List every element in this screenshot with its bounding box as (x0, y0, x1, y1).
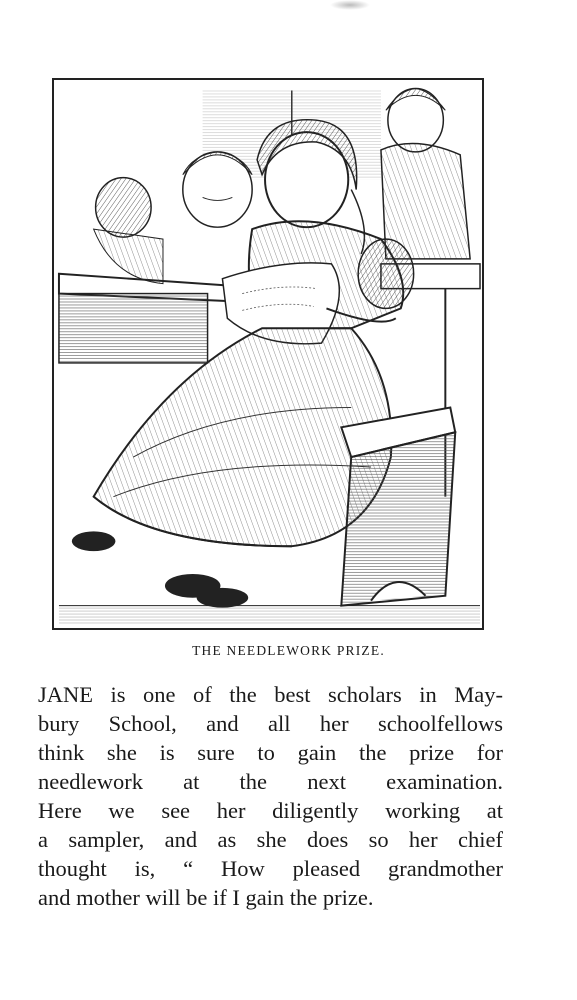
paragraph-line: bury School, and all her schoolfellows (38, 711, 503, 736)
engraving-girl-sewing-icon (54, 80, 482, 628)
paragraph-line (38, 680, 503, 709)
illustration-caption: THE NEEDLEWORK PRIZE. (192, 643, 385, 658)
paragraph-line: thought is, “ How pleased grandmother (38, 856, 503, 881)
paragraph-line: Here we see her diligently working at (38, 798, 503, 823)
paragraph-line-text: is one of the best scholars in May- (93, 682, 503, 707)
page-blemish (330, 0, 370, 10)
paragraph-line: and mother will be if I gain the prize. (38, 885, 374, 910)
paragraph-line: a sampler, and as she does so her chief (38, 827, 503, 852)
paragraph-line: needlework at the next examination. (38, 769, 503, 794)
story-paragraph (38, 680, 503, 912)
paragraph-line: think she is sure to gain the prize for (38, 740, 503, 765)
needlework-illustration (52, 78, 484, 630)
paragraph-dropword: JANE (38, 682, 93, 707)
